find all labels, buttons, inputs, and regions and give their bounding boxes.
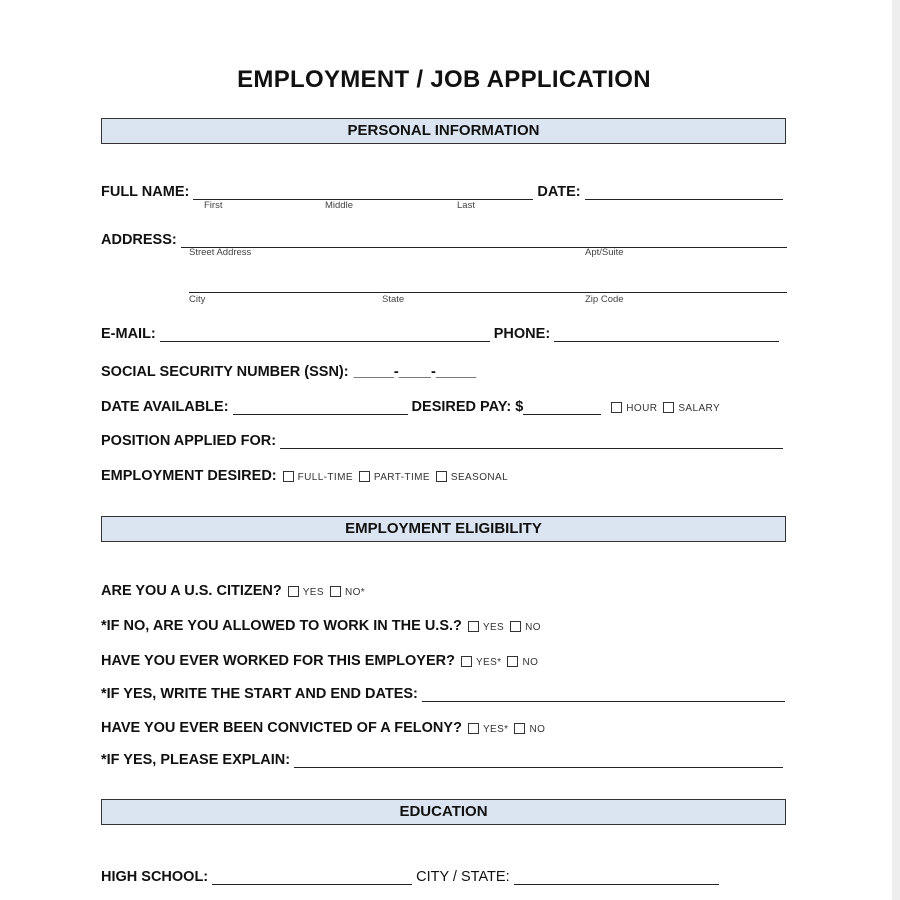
citizen-no-label: NO* [344,587,366,598]
city-caption: City [189,294,206,305]
middle-name-caption: Middle [325,200,353,211]
position-label: POSITION APPLIED FOR: [101,433,277,449]
felony-explain-field[interactable] [294,751,783,768]
allowed-to-work-row [101,614,787,634]
ssn-label: SOCIAL SECURITY NUMBER (SSN): [101,364,349,380]
city-state-zip-field[interactable] [189,276,787,293]
seasonal-checkbox[interactable] [436,471,447,482]
full-name-row [101,180,787,200]
address-label: ADDRESS: [101,232,177,248]
hour-option-label: HOUR [626,403,658,414]
hour-checkbox[interactable] [611,402,622,413]
section-header-education: EDUCATION [101,799,786,825]
full-name-label: FULL NAME: [101,184,190,200]
address-row [101,228,787,248]
full-name-field[interactable] [193,183,533,200]
citizen-question: ARE YOU A U.S. CITIZEN? [101,583,282,599]
street-address-field[interactable] [181,231,787,248]
worked-before-question: HAVE YOU EVER WORKED FOR THIS EMPLOYER? [101,653,455,669]
employment-desired-row [101,464,787,484]
email-label: E-MAIL: [101,326,156,342]
worked-no-label: NO [522,657,539,668]
allowed-no-label: NO [525,622,541,633]
felony-explain-question: *IF YES, PLEASE EXPLAIN: [101,752,291,768]
phone-label: PHONE: [493,326,551,342]
worked-yes-label: YES* [475,657,502,668]
street-address-caption: Street Address [189,247,252,258]
worked-before-row [101,649,787,669]
date-label: DATE: [537,184,581,200]
part-time-checkbox[interactable] [359,471,370,482]
zip-code-caption: Zip Code [585,294,624,305]
state-caption: State [382,294,405,305]
high-school-field[interactable] [212,868,412,885]
high-school-label: HIGH SCHOOL: [101,869,209,885]
start-end-dates-row [101,682,787,702]
allowed-yes-checkbox[interactable] [468,621,479,632]
apt-suite-caption: Apt/Suite [585,247,624,258]
allowed-no-checkbox[interactable] [510,621,521,632]
allowed-yes-label: YES [482,622,505,633]
part-time-option-label: PART-TIME [373,472,430,483]
city-state-label: CITY / STATE: [416,869,510,885]
availability-pay-row [101,395,787,415]
felony-question: HAVE YOU EVER BEEN CONVICTED OF A FELONY? [101,720,462,736]
citizen-no-checkbox[interactable] [330,586,341,597]
salary-option-label: SALARY [678,403,721,414]
allowed-to-work-question: *IF NO, ARE YOU ALLOWED TO WORK IN THE U.S.? [101,618,462,634]
position-row [101,429,787,449]
worked-yes-checkbox[interactable] [461,656,472,667]
date-available-field[interactable] [233,398,408,415]
section-header-personal: PERSONAL INFORMATION [101,118,786,144]
date-field[interactable] [585,183,783,200]
salary-checkbox[interactable] [663,402,674,413]
desired-pay-label: DESIRED PAY: $ [411,399,524,415]
last-name-caption: Last [457,200,475,211]
felony-row [101,716,787,736]
ssn-row [101,360,787,380]
felony-no-label: NO [529,724,546,735]
email-phone-row [101,322,787,342]
date-available-label: DATE AVAILABLE: [101,399,229,415]
ssn-field[interactable]: _____-____-_____ [353,364,477,380]
citizen-row [101,579,787,599]
citizen-yes-checkbox[interactable] [288,586,299,597]
phone-field[interactable] [554,325,779,342]
worked-no-checkbox[interactable] [507,656,518,667]
felony-yes-label: YES* [482,724,509,735]
page-edge [892,0,900,900]
city-state-field[interactable] [514,868,719,885]
high-school-row [101,865,787,885]
section-header-eligibility: EMPLOYMENT ELIGIBILITY [101,516,786,542]
felony-yes-checkbox[interactable] [468,723,479,734]
full-time-checkbox[interactable] [283,471,294,482]
employment-desired-label: EMPLOYMENT DESIRED: [101,468,277,484]
desired-pay-field[interactable] [523,398,601,415]
felony-no-checkbox[interactable] [514,723,525,734]
felony-explain-row [101,748,787,768]
citizen-yes-label: YES [302,587,324,598]
start-end-dates-question: *IF YES, WRITE THE START AND END DATES: [101,686,418,702]
start-end-dates-field[interactable] [422,685,785,702]
full-time-option-label: FULL-TIME [297,472,353,483]
seasonal-option-label: SEASONAL [450,472,509,483]
first-name-caption: First [204,200,223,211]
position-field[interactable] [280,432,783,449]
page-title: EMPLOYMENT / JOB APPLICATION [237,66,651,93]
email-field[interactable] [160,325,490,342]
